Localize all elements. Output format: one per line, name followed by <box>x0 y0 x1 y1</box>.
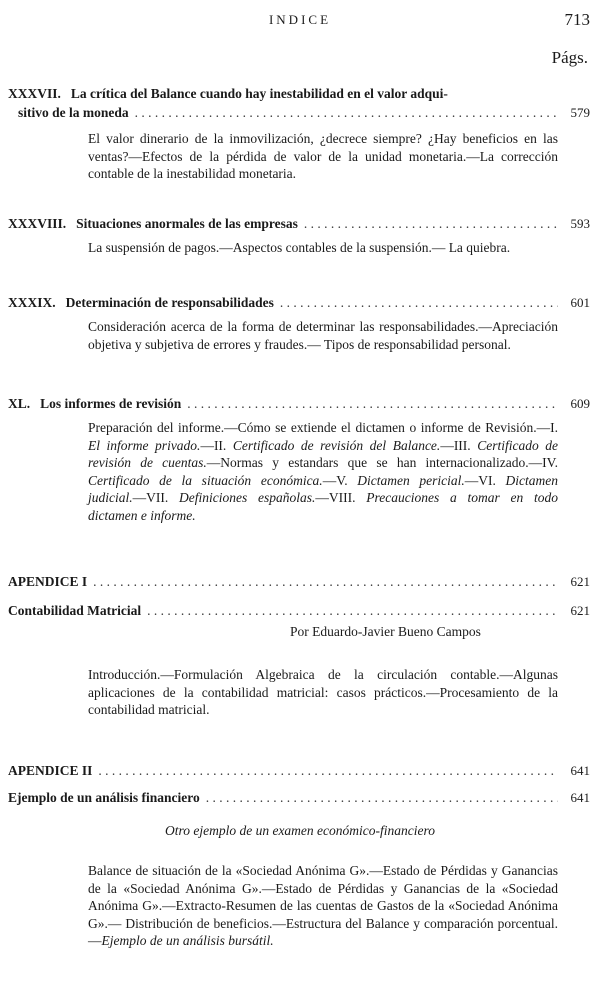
toc-entry-analisis-financiero <box>8 788 590 807</box>
page-ref: 593 <box>570 216 590 231</box>
section-subtitle: Otro ejemplo de un examen económico-financiero <box>164 823 436 838</box>
page-ref: 641 <box>570 790 590 805</box>
chapter-summary: Preparación del informe.—Cómo se extiende el dictamen o informe de Revisión.—I. El informe privado.—II. Certificado de revisión del Balance.—III. Certificado de revisión de cuentas.—Normas y estandars que se han internacionalizado.—IV. Certificado de la situación económica.—V. Dictamen pericial.—VI. Dictamen judicial.—VII. Definiciones españolas.—VIII. Precauciones a tomar en todo dictamen e informe. <box>88 420 558 523</box>
toc-entry-xxxviii <box>8 214 590 257</box>
page-ref: 641 <box>570 763 590 778</box>
entry-heading <box>8 788 590 807</box>
page-ref: 579 <box>570 105 590 120</box>
appendix-title: APENDICE II <box>8 763 93 778</box>
toc-entry-contabilidad-matricial <box>8 601 590 620</box>
page-number: 713 <box>564 10 590 29</box>
toc-entry-appendix-2 <box>8 761 590 780</box>
dot-leader <box>135 103 558 122</box>
dot-leader <box>147 601 558 620</box>
dot-leader <box>93 572 558 591</box>
appendix-1-summary-block <box>8 660 590 719</box>
chapter-summary: El valor dinerario de la inmovilización, ¿decrece siempre? ¿Hay beneficios en las ventas?—Efectos de la pérdida de valor de la unidad monetaria.—La corrección contable de la inestabilidad monetaria. <box>88 131 558 181</box>
pages-column-label: Págs. <box>551 48 588 67</box>
entry-heading <box>8 293 590 312</box>
chapter-summary: La suspensión de pagos.—Aspectos contables de la suspensión.— La quiebra. <box>88 240 511 255</box>
entry-heading <box>8 84 590 122</box>
dot-leader <box>280 293 558 312</box>
entry-heading <box>8 761 590 780</box>
chapter-number: XXXVII. <box>8 86 61 101</box>
page-ref: 621 <box>570 574 590 589</box>
chapter-title-line2: sitivo de la moneda <box>18 105 129 120</box>
dot-leader <box>206 788 558 807</box>
appendix-title: APENDICE I <box>8 574 88 589</box>
entry-heading <box>8 572 590 591</box>
appendix-2-summary-block <box>8 856 590 950</box>
chapter-summary: Consideración acerca de la forma de determinar las responsabilidades.—Apreciación objetiva y subjetiva de errores y fraudes.— Tipos de responsabilidad personal. <box>88 319 558 352</box>
appendix-summary: Balance de situación de la «Sociedad Anónima G».—Estado de Pérdidas y Ganancias de la «Sociedad Anónima G».—Estado de Pérdidas y Ganancias de la «Sociedad Anónima G».—Extracto-Resumen de las cuentas de Gastos de la «Sociedad Anónima G».— Distribución de beneficios.—Estructura del Balance y comparación porcentual.—Ejemplo de un análisis bursátil. <box>88 863 558 948</box>
dot-leader <box>98 761 558 780</box>
toc-entry-xxxix <box>8 293 590 353</box>
page-ref: 621 <box>570 603 590 618</box>
entry-heading <box>8 601 590 620</box>
toc-entry-xl <box>8 394 590 524</box>
chapter-title: Los informes de revisión <box>40 396 182 411</box>
entry-heading <box>8 394 590 413</box>
chapter-title-line1: La crítica del Balance cuando hay inestabilidad en el valor adqui- <box>70 86 448 101</box>
page-ref: 609 <box>570 396 590 411</box>
running-title: INDICE <box>268 12 332 27</box>
entry-heading <box>8 214 590 233</box>
appendix-subtitle: Contabilidad Matricial <box>8 603 142 618</box>
page-ref: 601 <box>570 295 590 310</box>
appendix-subtitle: Ejemplo de un análisis financiero <box>8 790 200 805</box>
dot-leader <box>304 214 558 233</box>
chapter-title: Situaciones anormales de las empresas <box>76 216 298 231</box>
toc-entry-xxxvii <box>8 84 590 183</box>
chapter-number: XL. <box>8 396 31 411</box>
chapter-number: XXXIX. <box>8 295 56 310</box>
author-credit: Por Eduardo-Javier Bueno Campos <box>290 624 481 639</box>
page-header <box>0 10 600 34</box>
dot-leader <box>187 394 558 413</box>
toc-entry-appendix-1 <box>8 572 590 591</box>
chapter-title: Determinación de responsabilidades <box>65 295 274 310</box>
appendix-summary: Introducción.—Formulación Algebraica de la circulación contable.—Algunas aplicaciones de la contabilidad matricial: casos prácticos.—Procesamiento de la contabilidad matricial. <box>88 667 558 717</box>
chapter-number: XXXVIII. <box>8 216 67 231</box>
